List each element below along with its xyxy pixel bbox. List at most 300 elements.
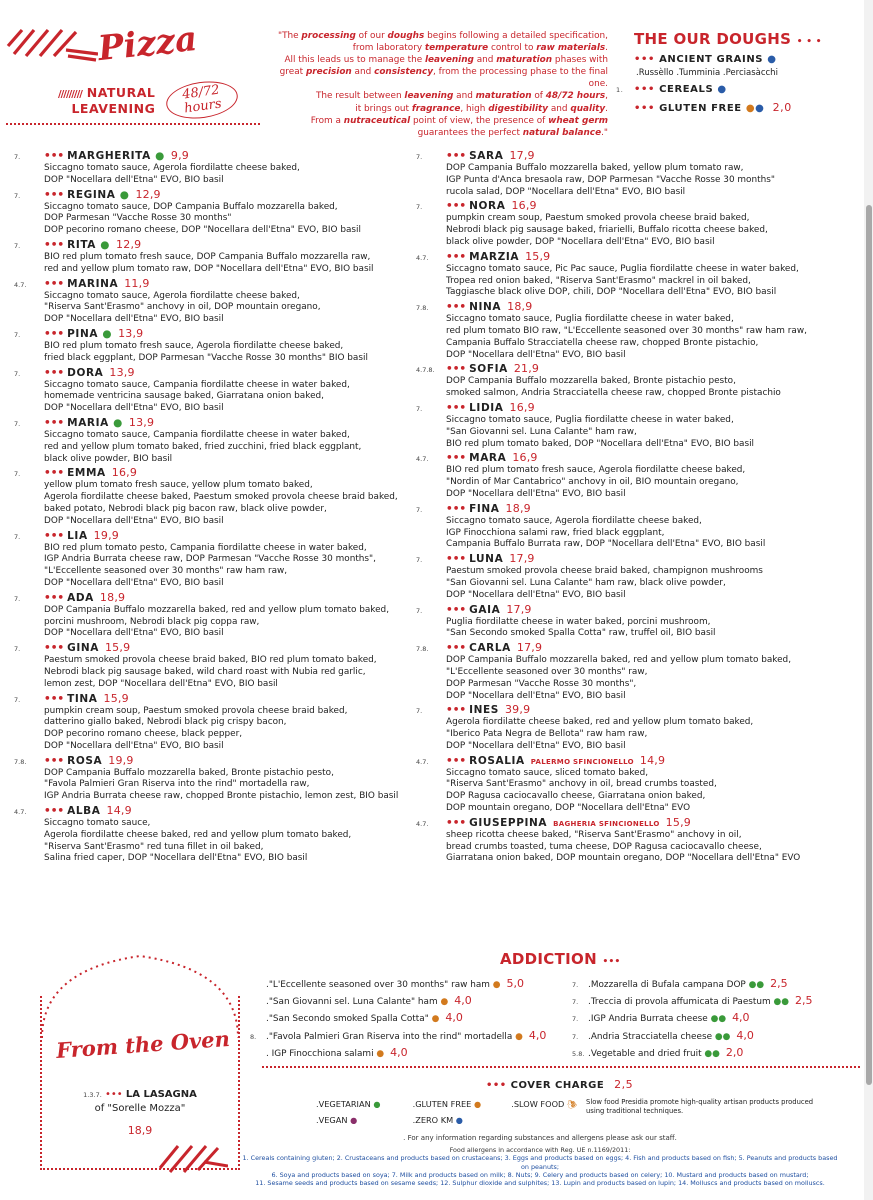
addiction-list-left — [250, 976, 580, 1062]
menu-item-description: lemon zest, DOP "Nocellara dell'Etna" EVO, BIO basil — [44, 678, 278, 689]
menu-item-description: Siccagno tomato sauce, sliced tomato baked, — [446, 767, 649, 778]
addiction-item-text: . IGP Finocchiona salami — [266, 1048, 374, 1059]
menu-item-name: NORA — [469, 200, 506, 213]
menu-item-price: 12,9 — [135, 187, 161, 201]
menu-item-description: Siccagno tomato sauce, Pic Pac sauce, Puglia fiordilatte cheese in water baked, — [446, 263, 799, 274]
oven-stripes-icon — [158, 1138, 228, 1178]
menu-item-price: 16,9 — [111, 466, 138, 480]
menu-item-description: IGP Andria Burrata cheese raw, DOP Parmesan "Vacche Rosse 30 months", — [44, 554, 376, 565]
menu-item-name: ADA — [67, 591, 94, 604]
menu-item — [14, 326, 414, 365]
menu-item — [416, 501, 856, 551]
menu-item-description: DOP Campania Buffalo mozzarella baked, yellow plum tomato raw, — [446, 163, 744, 173]
menu-item-description: "L'Eccellente seasoned over 30 months" raw ham raw, — [44, 566, 288, 577]
menu-item-description: DOP "Nocellara dell'Etna" EVO, BIO basil — [446, 589, 626, 600]
addiction-item-price: 2,5 — [770, 977, 788, 990]
menu-item-description: "San Giovanni sel. Luna Calante" ham raw, — [446, 426, 637, 437]
allergen-num: 7. — [14, 330, 21, 339]
menu-item-name: CARLA — [469, 642, 511, 655]
addiction-item-price: 4,0 — [732, 1011, 750, 1025]
allergen-num: 7. — [416, 707, 423, 716]
menu-item-description: "San Giovanni sel. Luna Calante" ham raw, black olive powder, — [446, 577, 726, 588]
menu-item-name: MARIA — [67, 416, 109, 429]
legend-vegetarian-label: .VEGETARIAN — [316, 1099, 371, 1109]
menu-item-head — [14, 590, 414, 605]
dots-icon: ••• — [634, 103, 655, 114]
legend-zero-km-label: .ZERO KM — [412, 1115, 454, 1125]
menu-item — [416, 400, 856, 450]
dots-icon: ••• — [446, 401, 467, 414]
menu-item — [14, 691, 414, 753]
menu-item-head — [416, 148, 856, 163]
dough-ancient-sub: .Russèllo .Tumminia .Perciasàcchi — [636, 68, 778, 78]
menu-item-description: DOP "Nocellara dell'Etna" EVO, BIO basil — [446, 740, 626, 751]
menu-item-head — [416, 602, 856, 617]
menu-item-description: DOP Campania Buffalo mozzarella baked, Bronte pistachio pesto, — [446, 376, 736, 387]
menu-item-name: INES — [469, 704, 499, 717]
addiction-item-text: ."L'Eccellente seasoned over 30 months" raw ham — [266, 980, 490, 990]
dots-icon: ••• — [446, 642, 467, 655]
menu-item-name: GIUSEPPINA — [469, 816, 548, 829]
menu-item-description: Campania Buffalo Burrata raw, DOP "Nocellara dell'Etna" EVO, BIO basil — [446, 539, 766, 550]
allergen-num: 7. — [416, 404, 423, 413]
legend-slow-food-label: .SLOW FOOD — [511, 1099, 565, 1109]
allergen-list-1: 1. Cereals containing gluten; 2. Crustaceans and products based on crustaceans; 3. Eggs and products based on eggs; 4. Fish and products based on fish; 5. Peanuts and products based on peanuts; — [242, 1154, 838, 1171]
menu-item-description: fried black eggplant, DOP Parmesan "Vacche Rosse 30 months" BIO basil — [44, 352, 368, 363]
vegetarian-dot-icon: ● — [748, 980, 757, 990]
legend-slow-food — [511, 1096, 577, 1112]
menu-item — [416, 249, 856, 299]
oven-title: From the Oven — [55, 1025, 231, 1064]
addiction-item — [572, 1010, 864, 1027]
allergen-list-2: 6. Soya and products based on soya; 7. Milk and products based on milk; 8. Nuts; 9. Celery and products based on celery; 10. Mustard and products based on mustard; — [271, 1170, 809, 1179]
allergen-num: 7. — [572, 981, 579, 989]
menu-item — [416, 551, 856, 601]
allergen-num: 5.8. — [572, 1049, 585, 1058]
menu-item-name: LIA — [67, 529, 88, 542]
addiction-item — [572, 976, 864, 993]
menu-item-name: MARZIA — [469, 250, 520, 263]
dots-icon: ••• — [446, 502, 467, 515]
addiction-list-right — [572, 976, 864, 1062]
addiction-item — [572, 1045, 864, 1062]
cover-charge-label: COVER CHARGE — [510, 1080, 605, 1091]
menu-item-name: REGINA — [67, 188, 116, 201]
addiction-item-text: .Andria Stracciatella cheese — [588, 1031, 713, 1042]
menu-item-description: datterino giallo baked, Nebrodi black pig crispy bacon, — [44, 717, 287, 728]
menu-item-description: DOP Ragusa caciocavallo cheese, Giarratana onion baked, — [446, 791, 706, 802]
menu-item-description: Puglia fiordilatte cheese in water baked, porcini mushroom, — [446, 616, 711, 627]
menu-item-description: Salina fried caper, DOP "Nocellara dell'Etna" EVO, BIO basil — [44, 853, 308, 864]
dots-icon: ••• — [104, 1089, 123, 1100]
header-divider — [6, 123, 260, 125]
menu-item-head — [14, 148, 414, 163]
menu-item-description: rucola salad, DOP "Nocellara dell'Etna" EVO, BIO basil — [446, 186, 686, 197]
menu-item — [14, 528, 414, 590]
header — [0, 0, 864, 138]
menu-item-description: "L'Eccellente seasoned over 30 months" raw, — [446, 666, 648, 677]
menu-item — [14, 753, 414, 803]
addiction-item-price: 4,0 — [445, 1011, 463, 1025]
zero-km-dot-icon: ● — [755, 103, 765, 114]
vegetarian-dot-icon: ● — [712, 1048, 720, 1059]
menu-item-description: "Riserva Sant'Erasmo" red tuna fillet in oil baked, — [44, 841, 264, 852]
legend-vegan — [316, 1112, 410, 1128]
menu-item-description: DOP "Nocellara dell'Etna" EVO, BIO basil — [446, 488, 626, 499]
dots-icon: ••• — [44, 188, 65, 201]
allergen-num: 7. — [416, 606, 423, 615]
allergen-num: 7. — [14, 419, 21, 428]
menu-item-head — [416, 198, 856, 213]
scrollbar[interactable] — [864, 0, 873, 1200]
menu-item — [14, 237, 414, 276]
allergen-num: 7.8. — [416, 304, 429, 313]
slow-food-dot-icon: ● — [515, 1031, 523, 1042]
menu-item-price: 18,9 — [507, 300, 533, 314]
menu-item-price: 16,9 — [511, 199, 537, 213]
legend-vegan-label: .VEGAN — [316, 1115, 348, 1125]
menu-item — [14, 590, 414, 640]
allergen-num: 7. — [14, 191, 21, 200]
natural-dashes: ///////// — [58, 89, 82, 100]
menu-item — [416, 815, 856, 865]
vegetarian-dot-icon: ● — [722, 1031, 731, 1042]
menu-item-head — [14, 237, 414, 252]
menu-item — [416, 640, 856, 702]
menu-item-description: BIO red plum tomato fresh sauce, DOP Campania Buffalo mozzarella raw, — [44, 251, 371, 262]
menu-item-description: Agerola fiordilatte cheese baked, red and yellow plum tomato baked, — [446, 717, 754, 728]
menu-item-price: 15,9 — [665, 815, 691, 829]
intro-line: great precision and consistency, from the processing phase to the final one. — [279, 67, 608, 90]
dots-icon: ••• — [44, 238, 65, 251]
menu-item-head — [14, 753, 414, 768]
menu-item-head — [416, 551, 856, 566]
allergen-num: 7. — [14, 532, 21, 541]
menu-item-description: DOP "Nocellara dell'Etna" EVO, BIO basil — [44, 314, 224, 325]
menu-item-description: Nebrodi black pig sausage baked, friarielli, Buffalo ricotta cheese baked, — [446, 225, 768, 236]
legend — [316, 1096, 856, 1128]
allergen-num: 1. — [616, 86, 624, 94]
addiction-item-price: 2,5 — [795, 994, 813, 1008]
menu-item-price: 17,9 — [509, 149, 535, 162]
menu-item-description: Tropea red onion baked, "Riserva Sant'Erasmo" mackrel in oil baked, — [446, 275, 751, 286]
menu-item-description: pumpkin cream soup, Paestum smoked provola cheese braid baked, — [44, 705, 348, 716]
menu-item-description: "Favola Palmieri Gran Riserva into the rind" mortadella raw, — [44, 779, 310, 790]
menu-item-price: 9,9 — [170, 149, 189, 162]
scrollbar-thumb[interactable] — [866, 205, 872, 1085]
menu-item-subtitle: BAGHERIA SFINCIONELLO — [553, 819, 660, 828]
addiction-item-text: .IGP Andria Burrata cheese — [588, 1014, 708, 1025]
vegetarian-dot-icon: ● — [756, 980, 765, 990]
menu-item-description: DOP Campania Buffalo mozzarella baked, Bronte pistachio pesto, — [44, 767, 334, 778]
doughs-title — [634, 30, 866, 48]
menu-item-name: SOFIA — [469, 363, 508, 376]
menu-item-price: 15,9 — [525, 249, 551, 263]
menu-item-price: 15,9 — [103, 691, 129, 705]
vegetarian-dot-icon: ● — [710, 1014, 719, 1025]
menu-item-description: red plum tomato BIO raw, "L'Eccellente seasoned over 30 months" raw ham raw, — [446, 325, 807, 336]
legend-gluten-free — [413, 1096, 509, 1112]
intro-line: from laboratory temperature control to raw materials. — [352, 43, 608, 54]
menu-item-price: 14,9 — [106, 804, 132, 818]
menu-item-description: DOP "Nocellara dell'Etna" EVO, BIO basil — [44, 174, 224, 185]
dots-icon: ••• — [446, 301, 467, 314]
allergen-num: 4.7. — [14, 280, 27, 289]
menu-item-description: DOP "Nocellara dell'Etna" EVO, BIO basil — [446, 690, 626, 701]
menu-item-description: pumpkin cream soup, Paestum smoked provola cheese braid baked, — [446, 213, 750, 224]
menu-item-description: "Iberico Pata Negra de Bellota" raw ham raw, — [446, 729, 648, 740]
vegetarian-dot-icon: ● — [100, 238, 111, 251]
addiction-item — [250, 976, 580, 993]
menu-item-description: BIO red plum tomato fresh sauce, Agerola fiordilatte cheese baked, — [44, 340, 344, 351]
menu-item-name: MARGHERITA — [67, 150, 151, 162]
menu-item-price: 14,9 — [639, 753, 666, 767]
menu-item-price: 15,9 — [104, 641, 131, 655]
hours-line1: 48/72 — [181, 82, 221, 103]
menu-item — [416, 702, 856, 752]
menu-item-description: Agerola fiordilatte cheese baked, Paestum smoked provola cheese braid baked, — [44, 492, 398, 503]
page-title: Pizza — [96, 18, 199, 70]
cover-charge-price: 2,5 — [614, 1078, 634, 1091]
dots-icon: ••• — [446, 200, 467, 213]
menu-item-description: black olive powder, DOP "Nocellara dell'Etna" EVO, BIO basil — [446, 236, 715, 247]
menu-item-description: "Riserva Sant'Erasmo" anchovy in oil, DOP mountain oregano, — [44, 302, 321, 313]
dots-icon: ••• — [446, 452, 467, 465]
dots-icon: ••• — [44, 366, 65, 379]
menu-item — [14, 465, 414, 527]
allergen-num: 7. — [14, 695, 21, 704]
menu-item-description: red and yellow plum tomato raw, DOP "Nocellara dell'Etna" EVO, BIO basil — [44, 263, 374, 274]
menu-item-price: 17,9 — [516, 641, 543, 655]
menu-item-price: 19,9 — [108, 753, 134, 767]
natural-line2: LEAVENING — [71, 101, 156, 116]
addiction-item-price: 2,0 — [725, 1045, 744, 1059]
menu-item-subtitle: PALERMO SFINCIONELLO — [530, 757, 634, 766]
menu-item-description: Siccagno tomato sauce, — [44, 818, 151, 829]
menu-item-description: DOP Campania Buffalo mozzarella baked, red and yellow plum tomato baked, — [44, 604, 390, 615]
menu-item-name: LIDIA — [469, 401, 504, 414]
allergen-num: 4.7. — [416, 757, 429, 766]
menu-item — [14, 803, 414, 865]
allergen-info — [240, 1134, 840, 1187]
menu-item-head — [14, 803, 414, 818]
menu-item-price: 13,9 — [118, 326, 144, 340]
addiction-title — [500, 950, 621, 968]
menu-item-head — [14, 415, 414, 430]
menu-item-head — [14, 187, 414, 202]
addiction-item — [250, 1028, 580, 1045]
addiction-item-text: ."San Secondo smoked Spalla Cotta" — [266, 1014, 429, 1025]
menu-item-name: MARINA — [67, 277, 119, 290]
dots-icon: ••• — [44, 327, 65, 340]
vegan-dot-icon: ● — [350, 1115, 358, 1125]
intro-line: it brings out fragrance, high digestibility and quality. — [355, 103, 608, 114]
legend-vegetarian — [316, 1096, 410, 1112]
menu-item-head — [416, 450, 856, 465]
dots-icon: ••• — [446, 816, 467, 829]
zero-km-dot-icon: ● — [717, 84, 727, 95]
allergen-num: 7. — [572, 998, 579, 1007]
logo-stripes-icon — [6, 24, 98, 64]
allergen-reg: Food allergens in accordance with Reg. UE n.1169/2011: — [449, 1146, 631, 1155]
menu-item — [14, 640, 414, 690]
addiction-item-text: .Mozzarella di Bufala campana DOP — [588, 980, 746, 990]
menu-item-price: 12,9 — [116, 237, 142, 251]
menu-item-price: 17,9 — [509, 552, 535, 566]
menu-item-name: EMMA — [67, 467, 106, 480]
menu-item-price: 19,9 — [93, 528, 119, 542]
dots-icon: ••• — [486, 1080, 507, 1091]
dots-icon: ••• — [44, 642, 65, 655]
menu-item-price: 39,9 — [504, 703, 531, 717]
allergen-list-3: 11. Sesame seeds and products based on sesame seeds; 12. Sulphur dioxide and sulphites; 13. Lupin and products based on lupin; 14. Molluscs and products based on molluscs. — [255, 1179, 825, 1188]
menu-item-description: BIO red plum tomato fresh sauce, Agerola fiordilatte cheese baked, — [446, 465, 746, 476]
allergen-num: 7. — [572, 1015, 579, 1024]
addiction-item — [572, 1028, 864, 1045]
dots-icon: ••• — [44, 467, 65, 480]
allergen-num: 8. — [250, 1032, 257, 1041]
allergen-num: 4.7. — [416, 819, 429, 828]
addiction-title-text: ADDICTION — [500, 950, 597, 968]
menu-item-price: 18,9 — [99, 590, 126, 604]
menu-item-price: 13,9 — [128, 415, 155, 429]
intro-line: guarantees the perfect natural balance." — [417, 127, 608, 138]
menu-item-name: FINA — [469, 502, 500, 515]
legend-zero-km — [413, 1112, 463, 1128]
menu-item-description: Siccagno tomato sauce, Puglia fiordilatte cheese in water baked, — [446, 314, 734, 325]
slow-food-dot-icon: ● — [376, 1048, 385, 1059]
menu-item-price: 11,9 — [124, 276, 150, 290]
menu-item-description: BIO red plum tomato baked, DOP "Nocellara dell'Etna" EVO, BIO basil — [446, 438, 754, 449]
snail-icon: 🐌︎ — [566, 1099, 578, 1109]
cover-charge — [486, 1078, 633, 1091]
dots-icon: ••• — [446, 553, 467, 566]
menu-item-head — [14, 465, 414, 480]
menu-item-description: Paestum smoked provola cheese braid baked, champignon mushrooms — [446, 566, 763, 577]
menu-item — [416, 361, 856, 400]
intro-line: All this leads us to manage the leavening and maturation phases with — [284, 55, 608, 66]
lasagna-item — [60, 1088, 220, 1138]
menu-column-right — [416, 148, 856, 865]
allergen-num: 7. — [14, 241, 21, 250]
vegetarian-dot-icon: ● — [781, 997, 789, 1008]
menu-item-description: DOP Parmesan "Vacche Rosse 30 months", — [446, 678, 637, 689]
menu-item — [14, 187, 414, 237]
menu-item-description: bread crumbs toasted, tuma cheese, DOP Ragusa caciocavallo cheese, — [446, 841, 762, 852]
menu-item-head — [416, 249, 856, 264]
allergen-num: 4.7. — [14, 808, 27, 817]
allergen-num: 4.7. — [416, 253, 429, 262]
menu-item-name: SARA — [469, 150, 504, 162]
hours-line2: hours — [183, 96, 223, 117]
allergen-num: 7. — [14, 369, 21, 378]
menu-item — [14, 365, 414, 415]
menu-item-description: DOP Campania Buffalo mozzarella baked, red and yellow plum tomato baked, — [446, 655, 792, 666]
lasagna-name: LA LASAGNA — [125, 1089, 197, 1100]
menu-item-head — [416, 361, 856, 376]
menu-item-description: DOP "Nocellara dell'Etna" EVO, BIO basil — [44, 403, 224, 414]
menu-item-description: DOP "Nocellara dell'Etna" EVO, BIO basil — [44, 515, 224, 526]
dough-ancient-label: ANCIENT GRAINS — [659, 54, 764, 65]
vegetarian-dot-icon: ● — [714, 1031, 723, 1042]
menu-item-description: DOP "Nocellara dell'Etna" EVO, BIO basil — [44, 577, 224, 588]
intro-text — [258, 30, 608, 139]
dough-gluten-free — [616, 101, 866, 114]
menu-item-name: NINA — [469, 301, 502, 314]
addiction-item-price: 4,0 — [454, 994, 472, 1008]
menu-item-description: "San Secondo smoked Spalla Cotta" raw, truffel oil, BIO basil — [446, 628, 716, 639]
menu-item — [416, 148, 856, 198]
allergen-num: 4.7.8. — [416, 366, 435, 375]
dots-icon: ••• — [44, 416, 65, 429]
lasagna-price: 18,9 — [127, 1124, 153, 1137]
menu-item-description: IGP Andria Burrata cheese raw, chopped Bronte pistachio, lemon zest, BIO basil — [44, 791, 399, 802]
menu-item — [416, 198, 856, 248]
allergen-num: 7. — [14, 594, 21, 603]
hours-badge — [164, 77, 240, 123]
menu-item-head — [416, 753, 856, 768]
menu-item-description: sheep ricotta cheese baked, "Riserva Sant'Erasmo" anchovy in oil, — [446, 829, 742, 840]
menu-item-description: Siccagno tomato sauce, Puglia fiordilatte cheese in water baked, — [446, 414, 734, 425]
natural-leavening-label — [58, 86, 155, 116]
menu-item-name: PINA — [67, 327, 99, 340]
menu-item-head — [14, 326, 414, 341]
menu-item-name: GINA — [67, 642, 99, 655]
allergen-num: 7.8. — [416, 645, 429, 654]
menu-item-head — [14, 528, 414, 543]
dots-icon: ••• — [446, 754, 467, 767]
dots-icon: ••• — [44, 150, 65, 162]
menu-item-head — [416, 501, 856, 516]
legend-note: Slow food Presidia promote high-quality artisan products produced using traditional techniques. — [586, 1098, 814, 1115]
addiction-item-text: ."Favola Palmieri Gran Riserva into the rind" mortadella — [266, 1031, 513, 1042]
menu-item-head — [14, 276, 414, 291]
menu-item-description: homemade ventricina sausage baked, Giarratana onion baked, — [44, 391, 324, 402]
dots-icon: ••• — [44, 529, 65, 542]
menu-item-description: IGP Finocchiona salami raw, fried black eggplant, — [446, 527, 665, 538]
dots-icon: ••• — [44, 692, 65, 705]
menu-item — [416, 602, 856, 641]
menu-item — [416, 450, 856, 500]
menu-item-description: Siccagno tomato sauce, Agerola fiordilatte cheese baked, — [44, 290, 300, 301]
dots-icon: ••• — [44, 591, 65, 604]
menu-item-description: smoked salmon, Andria Stracciatella cheese raw, chopped Bronte pistachio — [446, 388, 781, 399]
allergen-num: 7. — [14, 153, 21, 161]
menu-item-description: "Nordin of Mar Cantabrico" anchovy in oil, BIO mountain oregano, — [446, 477, 739, 488]
addiction-item — [572, 993, 864, 1010]
allergen-num: 7. — [416, 203, 423, 212]
vegetarian-dot-icon: ● — [102, 327, 113, 340]
menu-item-description: Taggiasche black olive DOP, chili, DOP "Nocellara dell'Etna" EVO, BIO basil — [446, 287, 777, 298]
dough-gluten-free-price: 2,0 — [772, 101, 792, 114]
menu-item-price: 18,9 — [505, 501, 531, 515]
allergen-num: 7. — [14, 645, 21, 654]
vegetarian-dot-icon: ● — [718, 1014, 727, 1025]
menu-item-description: red and yellow plum tomato baked, fried zucchini, fried black eggplant, — [44, 441, 362, 452]
dots-icon: ••• — [446, 704, 467, 717]
menu-item-description: BIO red plum tomato pesto, Campania fiordilatte cheese in water baked, — [44, 542, 367, 553]
allergen-num: 7. — [14, 470, 21, 479]
gluten-free-dot-icon: ● — [745, 103, 756, 114]
gluten-free-dot-icon: ● — [473, 1099, 482, 1109]
menu-item-head — [416, 400, 856, 415]
slow-food-dot-icon: ● — [440, 997, 449, 1008]
dots-icon: ••• — [634, 54, 655, 65]
menu-item-price: 16,9 — [512, 451, 538, 465]
addiction-item-text: .Treccia di provola affumicata di Paestum — [588, 997, 771, 1008]
allergen-num: 7. — [416, 505, 423, 514]
dots-icon: ••• — [44, 277, 65, 290]
